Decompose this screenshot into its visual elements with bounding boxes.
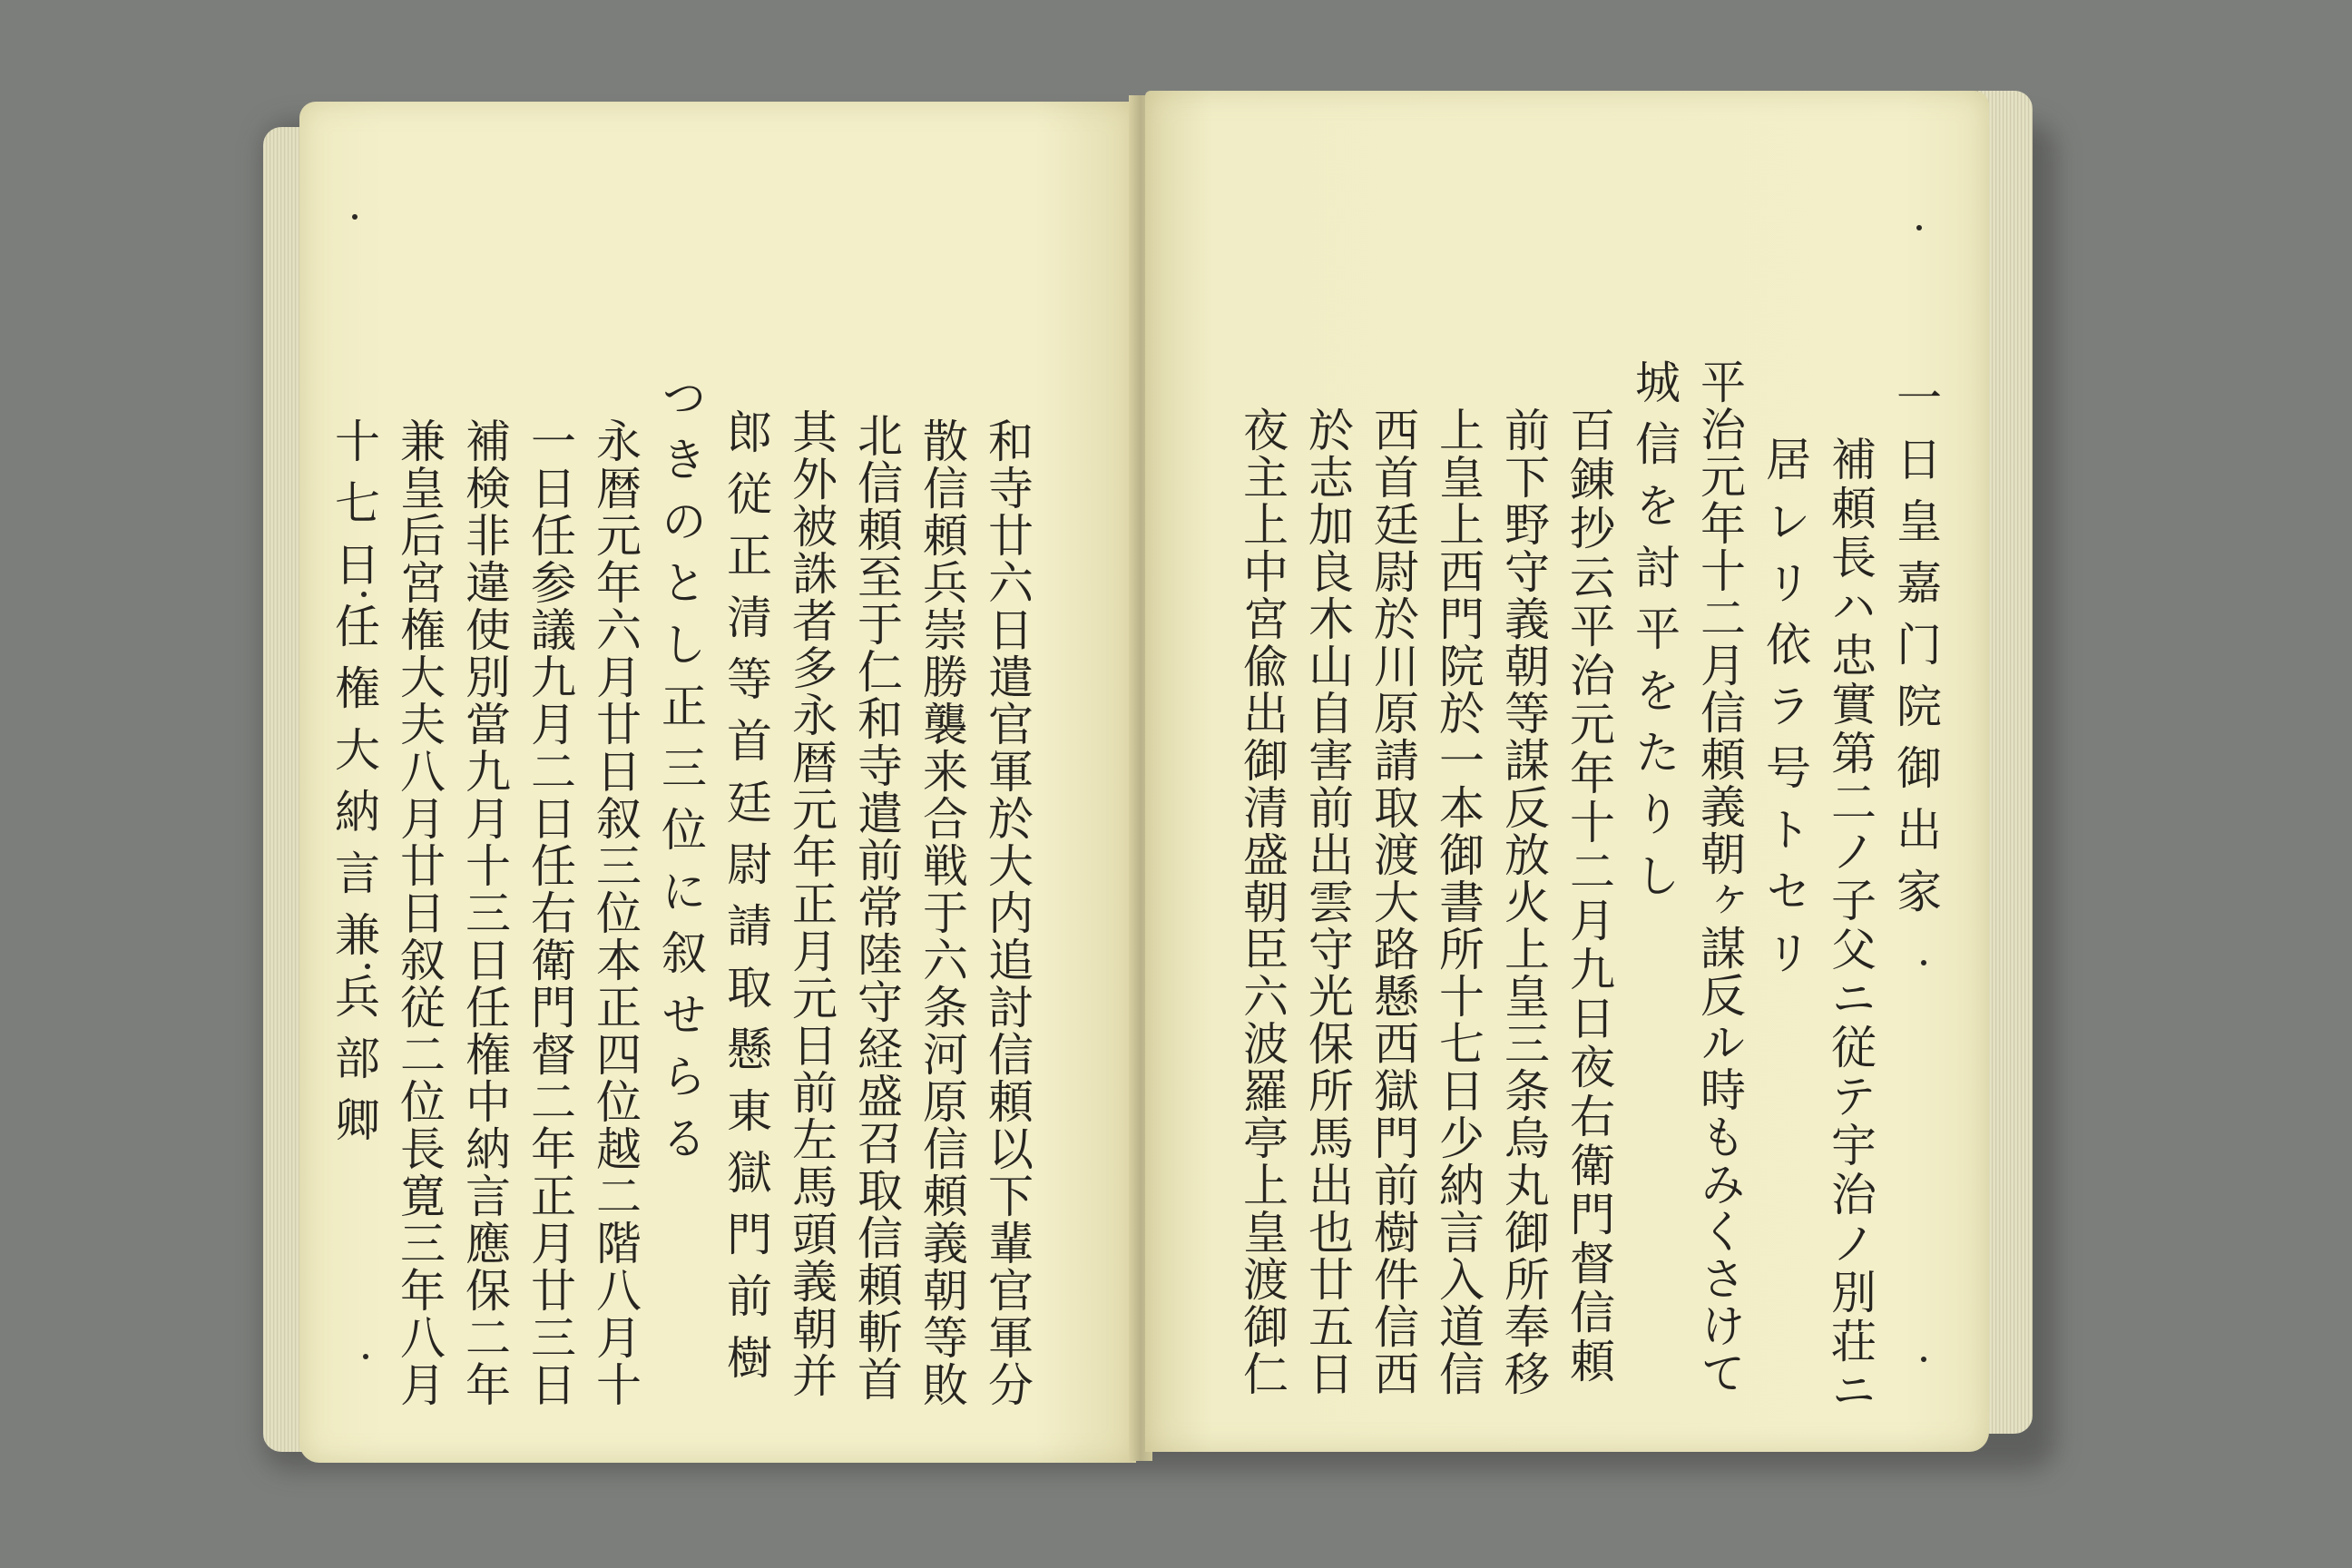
- text-column: 於志加良木山自害前出雲守光保所馬出也廿五日: [1301, 407, 1354, 1397]
- right-page: [1145, 91, 1989, 1452]
- text-column: 散信頼兵崇勝襲来合戦于六条河原信頼義朝等敗: [916, 417, 968, 1408]
- text-column: 城信を討平をたりし: [1628, 358, 1681, 914]
- text-column: 郎従正清等首廷尉請取懸東獄門前樹: [720, 408, 772, 1396]
- text-column: 兼皇后宮権大夫八月廿日叙従二位長寛三年八月: [393, 417, 446, 1408]
- text-column: 補頼長ハ忠實第二ノ子父ニ従テ宇治ノ別荘ニ: [1824, 436, 1877, 1416]
- text-column: 補検非違使別當九月十三日任権中納言應保二年: [458, 417, 511, 1408]
- page-marker-dot: [1921, 1357, 1926, 1362]
- page-marker-dot: [363, 1354, 368, 1359]
- page-marker-dot: [1916, 225, 1922, 230]
- left-page: [299, 102, 1136, 1463]
- text-column: 和寺廿六日遣官軍於大内追討信頼以下輩官軍分: [981, 417, 1034, 1408]
- text-column: 居レリ依ラ号トセリ: [1759, 436, 1811, 991]
- text-column: 上皇上西門院於一本御書所十七日少納言入道信: [1432, 407, 1485, 1397]
- text-column: 其外被誅者多永暦元年正月元日前左馬頭義朝并: [785, 408, 838, 1399]
- text-column: 西首廷尉於川原請取渡大路懸西獄門前樹件信西: [1367, 407, 1419, 1397]
- text-column: 一日任参議九月二日任右衛門督二年正月廿三日: [524, 417, 576, 1408]
- text-column: 永暦元年六月廿日叙三位本正四位越二階八月十: [589, 417, 642, 1408]
- text-column: 夜主上中宮偸出御清盛朝臣六波羅亭上皇渡御仁: [1236, 407, 1289, 1397]
- text-column: 前下野守義朝等謀反放火上皇三条烏丸御所奉移: [1497, 407, 1550, 1397]
- text-column: 十七日任権大納言兼兵部卿: [328, 417, 380, 1158]
- text-column: 百錬抄云平治元年十二月九日夜右衛門督信頼: [1563, 407, 1615, 1387]
- page-heading: 一日皇嘉门院御出家: [1889, 374, 1942, 929]
- text-column: 北信頼至于仁和寺遣前常陸守経盛召取信頼斬首: [850, 412, 903, 1403]
- text-column: 平治元年十二月信頼義朝ヶ謀反ル時もみくさけて: [1693, 358, 1746, 1396]
- page-marker-dot: [352, 214, 358, 220]
- text-column: つきのとし正三位に叙せらる: [654, 374, 707, 1176]
- page-marker-dot: [1921, 960, 1926, 965]
